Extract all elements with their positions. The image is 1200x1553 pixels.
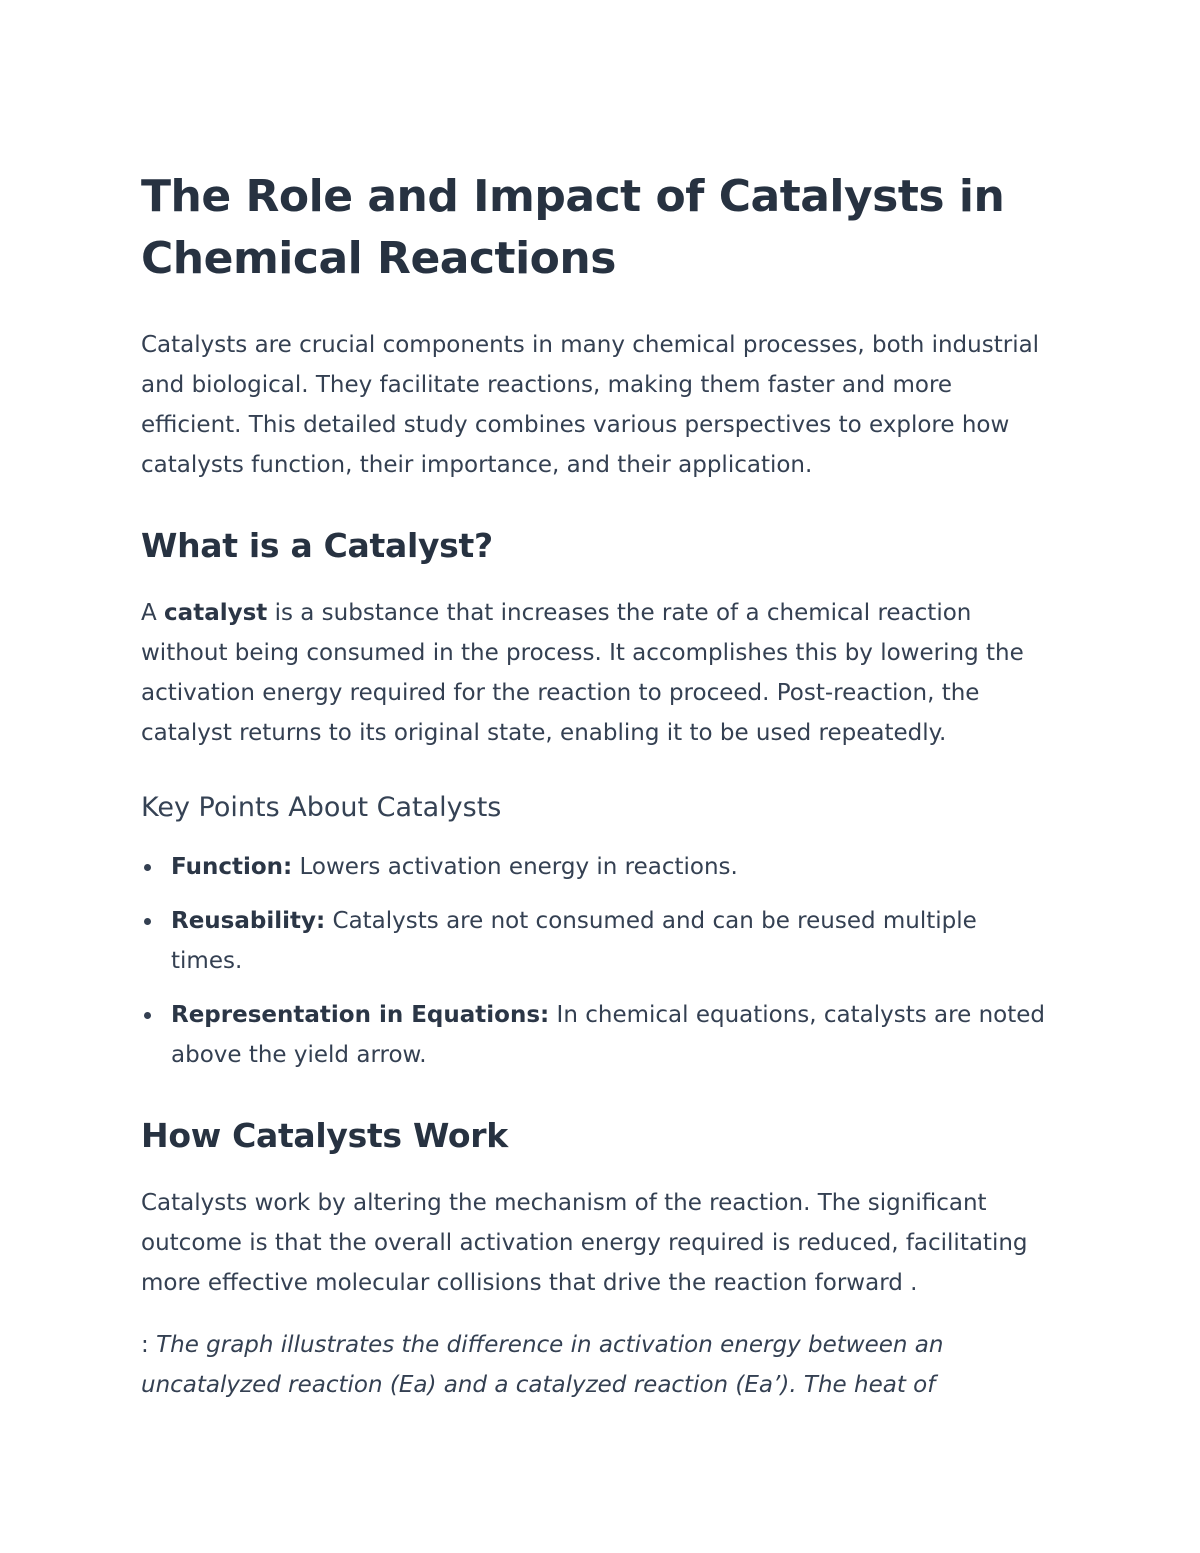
document-page [141,166,1051,1431]
subheading-key-points: Key Points About Catalysts [141,792,502,823]
intro-paragraph: Catalysts are crucial components in many chemical processes, both industrial and biological. They facilitate reactions, making them faster and more efficient. This detailed study combines various perspectives to explore how catalysts function, their importance, and their application. [141,332,1040,478]
bullet-icon [144,864,151,871]
key-points-list [141,847,1051,1075]
how-catalysts-work-paragraph: Catalysts work by altering the mechanism of the reaction. The significant outcome is that the overall activation energy required is reduced, facilitating more effective molecular collisions that drive the reaction forward . [141,1190,1028,1296]
point-label: Function: [171,854,293,880]
page-title: The Role and Impact of Catalysts in Chemical Reactions [141,171,1005,284]
bullet-icon [144,918,151,925]
graph-caption [141,1325,1051,1405]
definition-term: catalyst [164,600,268,626]
point-label: Representation in Equations: [171,1002,550,1028]
bullet-icon [144,1012,151,1019]
caption-prefix: : [141,1332,157,1358]
list-item-function [141,847,1051,887]
list-item-reusability [141,901,1051,981]
point-label: Reusability: [171,908,326,934]
definition-text: is a substance that increases the rate of a chemical reaction without being consumed in the process. It accomplishes this by lowering the activation energy required for the reaction to proceed. Post-reaction, the catalyst returns to its original state, enabling it to be used repeatedly. [141,600,1024,746]
point-text: Lowers activation energy in reactions. [292,854,738,880]
caption-text: The graph illustrates the difference in activation energy between an uncatalyzed reaction (Ea) and a catalyzed reaction (Ea’). The heat of [141,1332,944,1398]
point-text: In chemical equations, catalysts are noted above the yield arrow. [171,1002,1045,1068]
section-heading-what-is-catalyst: What is a Catalyst? [141,526,493,565]
catalyst-definition-paragraph [141,593,1051,753]
list-item-representation [141,995,1051,1075]
definition-prefix: A [141,600,165,626]
point-text: Catalysts are not consumed and can be reused multiple times. [171,908,977,974]
section-heading-how-catalysts-work: How Catalysts Work [141,1116,508,1155]
